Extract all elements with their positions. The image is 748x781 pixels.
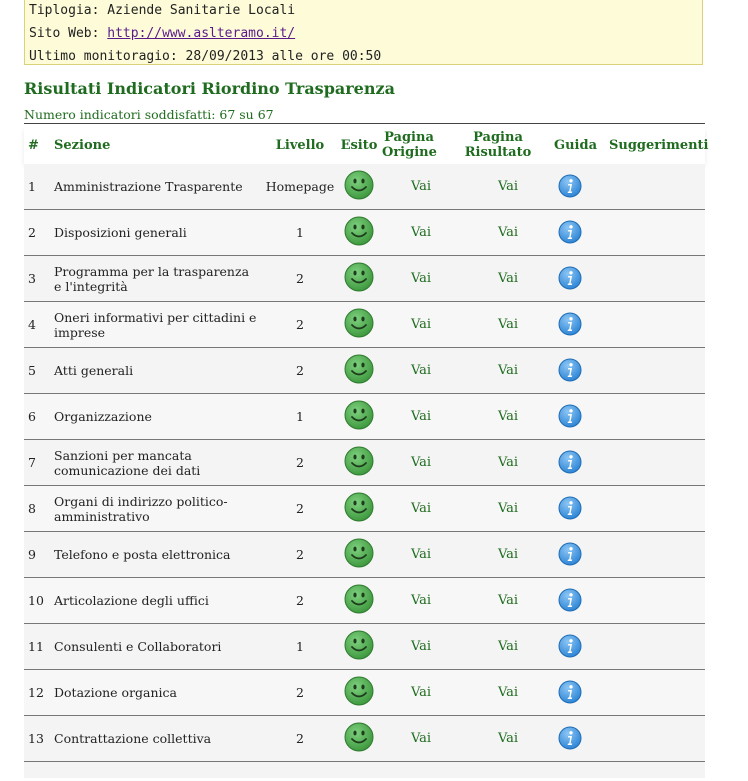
info-icon[interactable] <box>558 726 582 750</box>
sito-link[interactable]: http://www.aslteramo.it/ <box>107 26 296 41</box>
row-sezione: Atti generali <box>54 363 134 378</box>
pagina-risultato-link[interactable]: Vai <box>497 639 519 654</box>
pagina-origine-link[interactable]: Vai <box>410 225 432 240</box>
row-livello: Homepage <box>265 179 335 194</box>
row-sezione: Organi di indirizzo politico-amministrativo <box>54 493 228 524</box>
pagina-origine-link[interactable]: Vai <box>410 639 432 654</box>
row-number: 1 <box>28 179 36 194</box>
row-sezione: Organizzazione <box>54 409 152 424</box>
row-livello: 1 <box>296 409 304 424</box>
header-risultato-line2: Risultato <box>464 145 532 160</box>
row-livello: 2 <box>296 593 304 608</box>
table-header <box>24 124 709 164</box>
row-livello: 2 <box>296 455 304 470</box>
header-esito: Esito <box>340 138 378 153</box>
row-livello: 2 <box>296 363 304 378</box>
table-row <box>24 394 705 440</box>
pagina-risultato-link[interactable]: Vai <box>497 685 519 700</box>
table-row <box>24 210 705 256</box>
pagina-origine-link[interactable]: Vai <box>410 363 432 378</box>
row-number: 12 <box>28 685 44 700</box>
sito-line <box>29 26 295 41</box>
header-sezione: Sezione <box>54 138 111 153</box>
info-icon[interactable] <box>558 542 582 566</box>
info-icon[interactable] <box>558 220 582 244</box>
monitor-value: 28/09/2013 alle ore 00:50 <box>185 49 382 64</box>
row-sezione: Sanzioni per mancata comunicazione dei dati <box>54 447 201 478</box>
info-icon[interactable] <box>558 634 582 658</box>
info-icon[interactable] <box>558 496 582 520</box>
table-body <box>24 164 705 762</box>
smiley-icon <box>344 216 374 246</box>
table-row <box>24 256 705 302</box>
pagina-risultato-link[interactable]: Vai <box>497 547 519 562</box>
header-risultato-line1: Pagina <box>473 130 523 145</box>
pagina-origine-link[interactable]: Vai <box>410 455 432 470</box>
row-livello: 2 <box>296 271 304 286</box>
table-row <box>24 348 705 394</box>
pagina-origine-link[interactable]: Vai <box>410 501 432 516</box>
row-sezione: Disposizioni generali <box>54 225 187 240</box>
table-row <box>24 164 705 210</box>
header-livello: Livello <box>275 138 325 153</box>
results-table <box>24 123 709 778</box>
info-icon[interactable] <box>558 404 582 428</box>
info-box <box>24 0 703 65</box>
sito-label: Sito Web: <box>29 26 100 41</box>
header-origine-line2: Origine <box>382 145 437 160</box>
table-row <box>24 578 705 624</box>
pagina-risultato-link[interactable]: Vai <box>497 317 519 332</box>
row-sezione: Consulenti e Collaboratori <box>54 639 222 654</box>
monitor-line <box>29 49 381 64</box>
row-sezione: Dotazione organica <box>54 685 178 700</box>
header-pagina-risultato <box>463 130 533 160</box>
header-pagina-origine <box>382 130 436 160</box>
info-icon[interactable] <box>558 174 582 198</box>
pagina-origine-link[interactable]: Vai <box>410 409 432 424</box>
table-row <box>24 302 705 348</box>
pagina-origine-link[interactable]: Vai <box>410 685 432 700</box>
pagina-risultato-link[interactable]: Vai <box>497 409 519 424</box>
pagina-risultato-link[interactable]: Vai <box>497 501 519 516</box>
pagina-risultato-link[interactable]: Vai <box>497 225 519 240</box>
pagina-risultato-link[interactable]: Vai <box>497 731 519 746</box>
pagina-origine-link[interactable]: Vai <box>410 271 432 286</box>
pagina-risultato-link[interactable]: Vai <box>497 179 519 194</box>
info-icon[interactable] <box>558 680 582 704</box>
row-livello: 2 <box>296 317 304 332</box>
smiley-icon <box>344 262 374 292</box>
row-livello: 1 <box>296 639 304 654</box>
smiley-icon <box>344 354 374 384</box>
row-number: 4 <box>28 317 36 332</box>
row-sezione: Amministrazione Trasparente <box>54 179 243 194</box>
row-sezione: Contrattazione collettiva <box>54 731 212 746</box>
pagina-risultato-link[interactable]: Vai <box>497 363 519 378</box>
pagina-origine-link[interactable]: Vai <box>410 593 432 608</box>
table-row <box>24 716 705 762</box>
table-row-partial <box>24 762 705 778</box>
table-row <box>24 532 705 578</box>
row-number: 10 <box>28 593 44 608</box>
row-number: 13 <box>28 731 44 746</box>
info-icon[interactable] <box>558 358 582 382</box>
row-number: 9 <box>28 547 36 562</box>
smiley-icon <box>344 676 374 706</box>
info-icon[interactable] <box>558 266 582 290</box>
row-sezione: Oneri informativi per cittadini e imprese <box>54 309 257 340</box>
header-origine-line1: Pagina <box>384 130 434 145</box>
smiley-icon <box>344 584 374 614</box>
tipologia-value: Aziende Sanitarie Locali <box>107 3 296 18</box>
info-icon[interactable] <box>558 588 582 612</box>
row-livello: 2 <box>296 501 304 516</box>
row-number: 11 <box>28 639 44 654</box>
table-row <box>24 670 705 716</box>
smiley-icon <box>344 538 374 568</box>
smiley-icon <box>344 492 374 522</box>
row-livello: 2 <box>296 731 304 746</box>
pagina-origine-link[interactable]: Vai <box>410 547 432 562</box>
tipologia-label: Tiplogia: <box>29 3 100 18</box>
header-guida: Guida <box>554 138 598 153</box>
pagina-risultato-link[interactable]: Vai <box>497 271 519 286</box>
row-sezione: Telefono e posta elettronica <box>54 547 231 562</box>
row-number: 6 <box>28 409 36 424</box>
row-number: 8 <box>28 501 36 516</box>
smiley-icon <box>344 400 374 430</box>
pagina-risultato-link[interactable]: Vai <box>497 455 519 470</box>
pagina-risultato-link[interactable]: Vai <box>497 593 519 608</box>
pagina-origine-link[interactable]: Vai <box>410 179 432 194</box>
tipologia-line <box>29 3 295 18</box>
table-row <box>24 624 705 670</box>
monitor-label: Ultimo monitoragio: <box>29 49 178 64</box>
info-icon[interactable] <box>558 312 582 336</box>
table-row <box>24 486 705 532</box>
page-title: Risultati Indicatori Riordino Trasparenza <box>24 79 395 98</box>
table-row <box>24 440 705 486</box>
pagina-origine-link[interactable]: Vai <box>410 731 432 746</box>
row-number: 7 <box>28 455 36 470</box>
smiley-icon <box>344 308 374 338</box>
indicators-summary: Numero indicatori soddisfatti: 67 su 67 <box>24 107 274 122</box>
smiley-icon <box>344 446 374 476</box>
row-number: 2 <box>28 225 36 240</box>
smiley-icon <box>344 722 374 752</box>
header-num: # <box>28 138 39 153</box>
row-sezione: Programma per la trasparenza e l'integrità <box>54 263 250 294</box>
smiley-icon <box>344 630 374 660</box>
row-livello: 2 <box>296 685 304 700</box>
smiley-icon <box>344 170 374 200</box>
info-icon[interactable] <box>558 450 582 474</box>
row-number: 3 <box>28 271 36 286</box>
row-sezione: Articolazione degli uffici <box>54 593 209 608</box>
pagina-origine-link[interactable]: Vai <box>410 317 432 332</box>
row-livello: 2 <box>296 547 304 562</box>
row-livello: 1 <box>296 225 304 240</box>
header-suggerimenti: Suggerimenti <box>609 138 709 153</box>
row-number: 5 <box>28 363 36 378</box>
